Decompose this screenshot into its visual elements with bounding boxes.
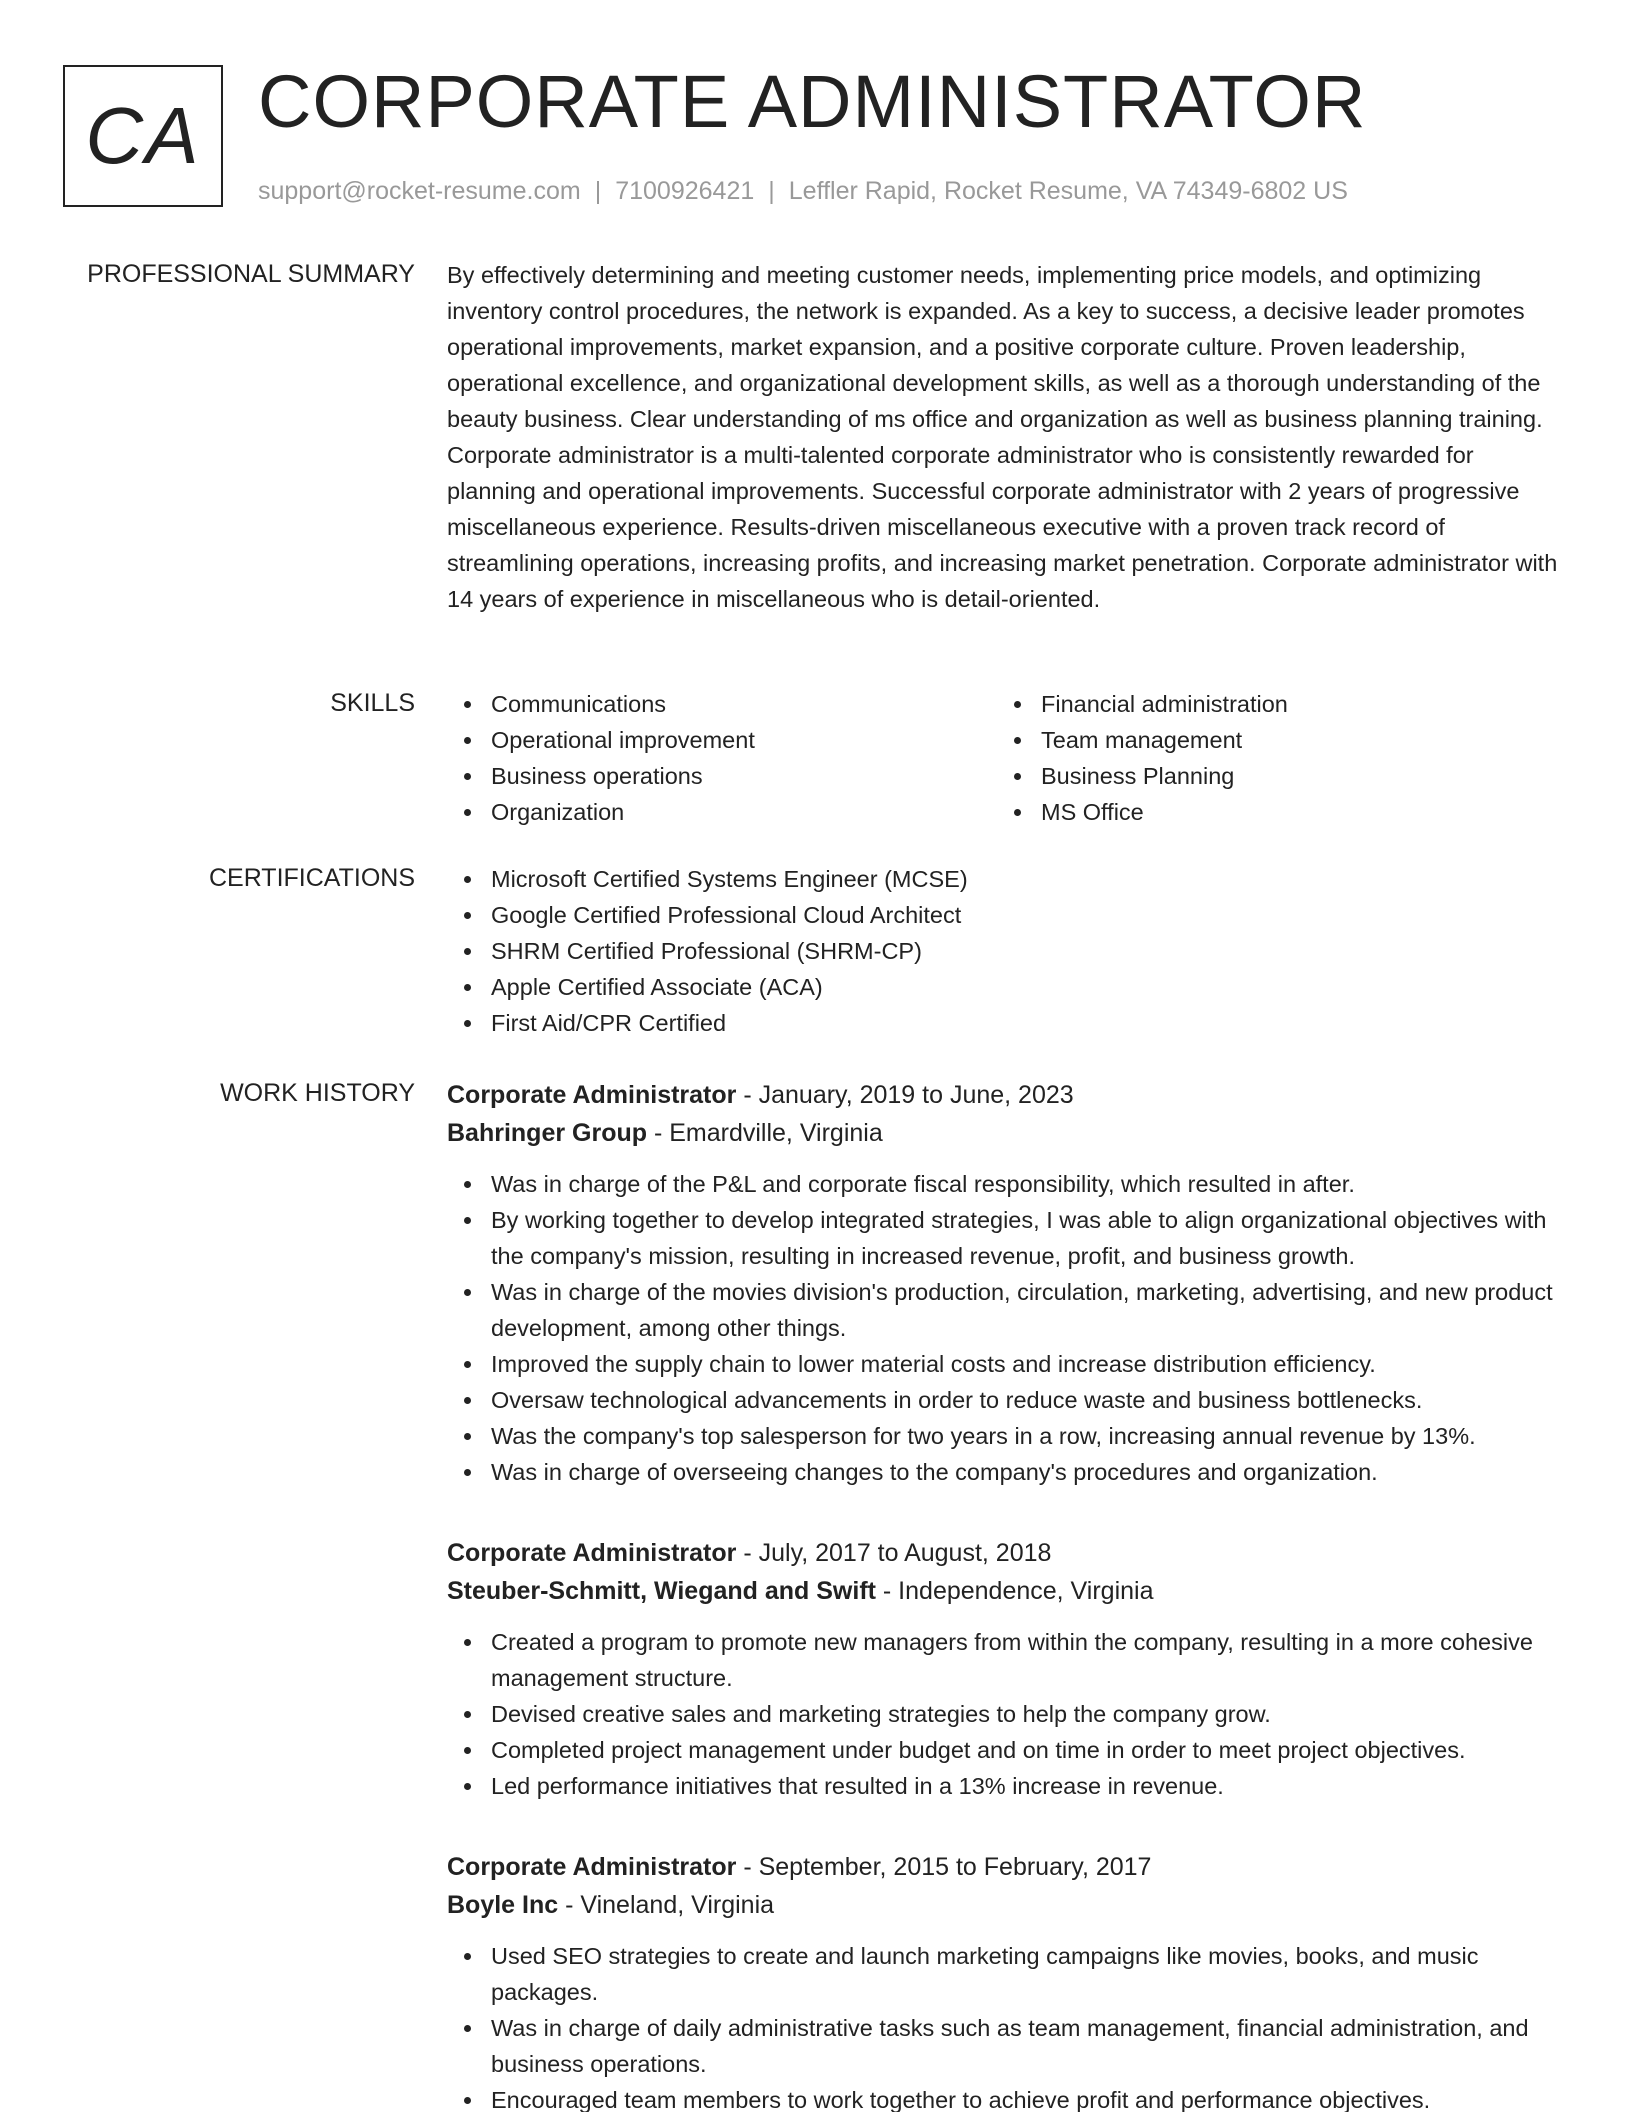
list-item: Business operations — [491, 758, 997, 794]
job-bullets — [447, 1938, 1567, 2112]
job-company-line — [447, 1886, 1567, 1924]
job-company-line — [447, 1114, 1567, 1152]
contact-address: Leffler Rapid, Rocket Resume, VA 74349-6802 US — [788, 177, 1348, 205]
job-title: Corporate Administrator — [447, 1853, 737, 1881]
list-item: Encouraged team members to work together to achieve profit and performance objectives. — [491, 2082, 1567, 2112]
list-item: Used SEO strategies to create and launch marketing campaigns like movies, books, and music packages. — [491, 1938, 1567, 2010]
list-item: SHRM Certified Professional (SHRM-CP) — [491, 933, 1567, 969]
list-item: Was in charge of the P&L and corporate fiscal responsibility, which resulted in after. — [491, 1166, 1567, 1202]
work-history-label: WORK HISTORY — [220, 1079, 415, 1107]
skills-body — [447, 686, 1567, 830]
certifications-body — [447, 861, 1567, 1041]
list-item: Was in charge of overseeing changes to the company's procedures and organization. — [491, 1454, 1567, 1490]
list-item: First Aid/CPR Certified — [491, 1005, 1567, 1041]
job-dates: - January, 2019 to June, 2023 — [736, 1081, 1074, 1109]
list-item: Was in charge of daily administrative tasks such as team management, financial administration, and business operations. — [491, 2010, 1567, 2082]
list-item: Was the company's top salesperson for two years in a row, increasing annual revenue by 13%. — [491, 1418, 1567, 1454]
list-item: Microsoft Certified Systems Engineer (MCSE) — [491, 861, 1567, 897]
list-item: Oversaw technological advancements in order to reduce waste and business bottlenecks. — [491, 1382, 1567, 1418]
job-title-line — [447, 1848, 1567, 1886]
job-title: Corporate Administrator — [447, 1081, 737, 1109]
skills-list-left — [447, 686, 997, 830]
job-bullets — [447, 1166, 1567, 1490]
list-item: Devised creative sales and marketing strategies to help the company grow. — [491, 1696, 1567, 1732]
list-item: Team management — [1041, 722, 1547, 758]
list-item: Apple Certified Associate (ACA) — [491, 969, 1567, 1005]
job-company: Bahringer Group — [447, 1119, 648, 1147]
monogram-logo: CA — [63, 65, 223, 207]
contact-separator: | — [768, 177, 775, 205]
skills-column-left — [447, 686, 997, 830]
list-item: Organization — [491, 794, 997, 830]
list-item: Completed project management under budget and on time in order to meet project objectives. — [491, 1732, 1567, 1768]
skills-column-right — [997, 686, 1547, 830]
skills-label: SKILLS — [330, 689, 415, 717]
list-item: Led performance initiatives that resulted in a 13% increase in revenue. — [491, 1768, 1567, 1804]
skills-list-right — [997, 686, 1547, 830]
job-dates: - September, 2015 to February, 2017 — [736, 1853, 1152, 1881]
certifications-list — [447, 861, 1567, 1041]
job-title-line — [447, 1534, 1567, 1572]
job-location: - Vineland, Virginia — [558, 1891, 775, 1919]
summary-text: By effectively determining and meeting customer needs, implementing price models, and optimizing inventory control procedures, the network is expanded. As a key to success, a decisive leader promotes operational improvements, market expansion, and a positive corporate culture. Proven leadership, operational excellence, and organizational development skills, as well as a thorough understanding of the beauty business. Clear understanding of ms office and organization as well as business planning training. Corporate administrator is a multi-talented corporate administrator who is consistently rewarded for planning and operational improvements. Successful corporate administrator with 2 years of progressive miscellaneous experience. Results-driven miscellaneous executive with a proven track record of streamlining operations, increasing profits, and increasing market penetration. Corporate administrator with 14 years of experience in miscellaneous who is detail-oriented. — [447, 262, 1558, 612]
contact-line — [258, 176, 1348, 206]
list-item: MS Office — [1041, 794, 1547, 830]
list-item: Operational improvement — [491, 722, 997, 758]
contact-phone: 7100926421 — [615, 177, 755, 205]
work-history-body — [447, 1076, 1567, 2112]
list-item: Was in charge of the movies division's production, circulation, marketing, advertising, and new product development, among other things. — [491, 1274, 1567, 1346]
job-company: Boyle Inc — [447, 1891, 559, 1919]
job-title-line — [447, 1076, 1567, 1114]
list-item: Improved the supply chain to lower material costs and increase distribution efficiency. — [491, 1346, 1567, 1382]
certifications-label: CERTIFICATIONS — [208, 864, 415, 892]
summary-body — [447, 257, 1567, 617]
list-item: By working together to develop integrated strategies, I was able to align organizational objectives with the company's mission, resulting in increased revenue, profit, and business growth. — [491, 1202, 1567, 1274]
contact-email: support@rocket-resume.com — [258, 177, 581, 205]
list-item: Communications — [491, 686, 997, 722]
resume-title: CORPORATE ADMINISTRATOR — [258, 60, 1367, 143]
job-entry — [447, 1534, 1567, 1804]
job-company: Steuber-Schmitt, Wiegand and Swift — [447, 1577, 876, 1605]
job-bullets — [447, 1624, 1567, 1804]
list-item: Created a program to promote new managers from within the company, resulting in a more cohesive management structure. — [491, 1624, 1567, 1696]
skills-grid — [447, 686, 1567, 830]
job-location: - Emardville, Virginia — [647, 1119, 883, 1147]
job-dates: - July, 2017 to August, 2018 — [736, 1539, 1052, 1567]
list-item: Financial administration — [1041, 686, 1547, 722]
job-company-line — [447, 1572, 1567, 1610]
job-entry — [447, 1848, 1567, 2112]
job-entry — [447, 1076, 1567, 1490]
job-title: Corporate Administrator — [447, 1539, 737, 1567]
job-location: - Independence, Virginia — [875, 1577, 1154, 1605]
list-item: Google Certified Professional Cloud Architect — [491, 897, 1567, 933]
list-item: Business Planning — [1041, 758, 1547, 794]
summary-label: PROFESSIONAL SUMMARY — [87, 260, 415, 288]
contact-separator: | — [594, 177, 602, 205]
